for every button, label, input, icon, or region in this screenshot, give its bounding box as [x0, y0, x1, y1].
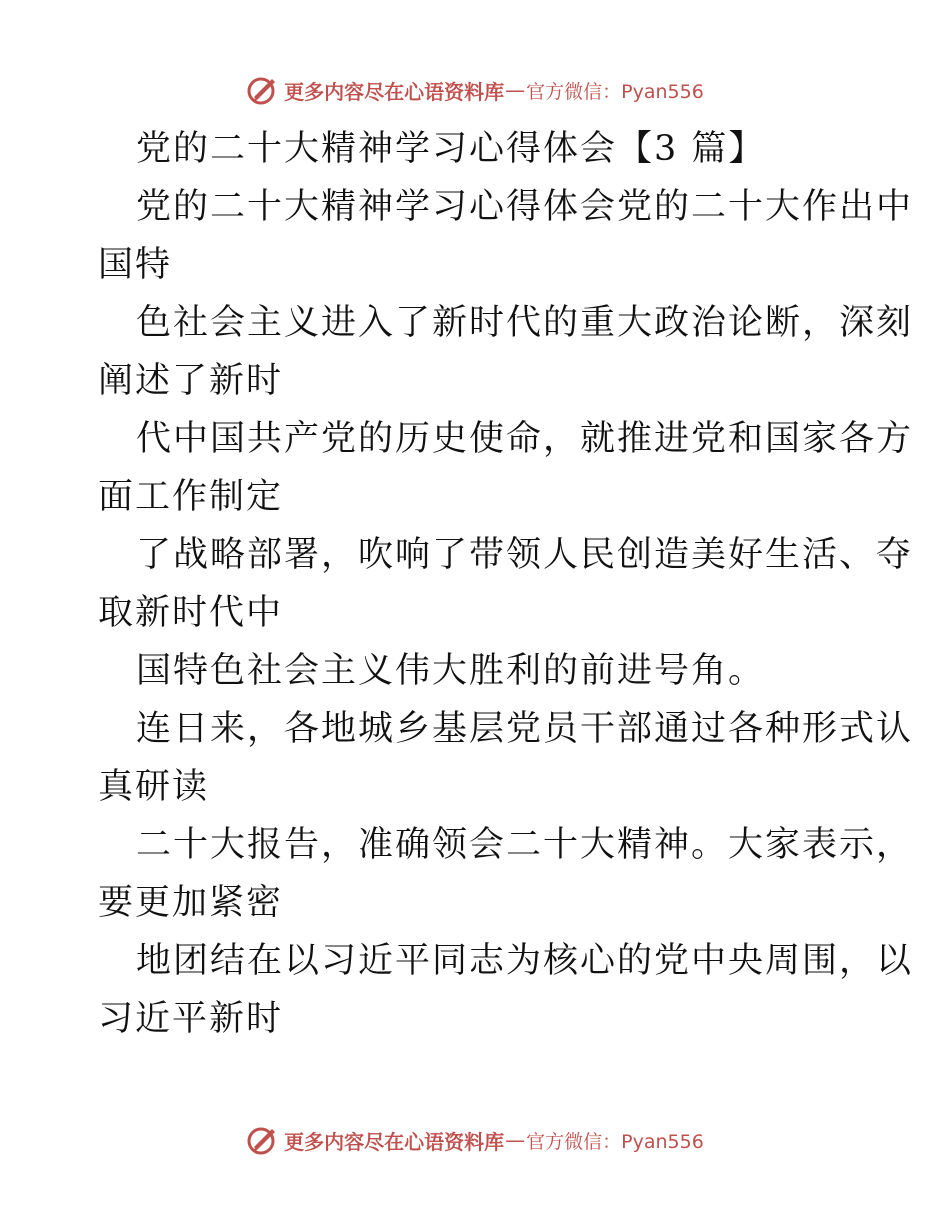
paragraph-line: 国特色社会主义伟大胜利的前进号角。 — [136, 651, 766, 691]
paragraph-line: 要更加紧密 — [98, 883, 284, 923]
document-title: 党的二十大精神学习心得体会【3 篇】 — [136, 129, 766, 169]
header-banner — [0, 70, 950, 110]
footer-brand-text: 更多内容尽在心语资料库 — [284, 1129, 505, 1154]
footer-banner — [0, 1120, 950, 1160]
paragraph-line: 连日来，各地城乡基层党员干部通过各种形式认 — [136, 709, 914, 749]
paragraph-line: 取新时代中 — [98, 593, 284, 633]
paragraph-line: 国特 — [98, 245, 173, 285]
paragraph-line: 地团结在以习近平同志为核心的党中央周围，以 — [136, 941, 914, 981]
paragraph-line: 党的二十大精神学习心得体会党的二十大作出中 — [136, 187, 914, 227]
footer-dash: — — [505, 1128, 526, 1152]
paragraph-line: 代中国共产党的历史使命，就推进党和国家各方 — [136, 419, 914, 459]
paragraph-line: 阐述了新时 — [98, 361, 284, 401]
paragraph-line: 面工作制定 — [98, 477, 284, 517]
paragraph-line: 习近平新时 — [98, 999, 284, 1039]
header-dash: — — [505, 78, 526, 102]
paragraph-line: 真研读 — [98, 767, 210, 807]
footer-wechat-text: 官方微信：Pyan556 — [526, 1130, 704, 1153]
quill-logo-icon — [246, 73, 280, 107]
document-body — [98, 120, 914, 1048]
header-brand-text: 更多内容尽在心语资料库 — [284, 79, 505, 104]
quill-logo-icon — [246, 1123, 280, 1157]
paragraph-line: 二十大报告，准确领会二十大精神。大家表示， — [136, 825, 914, 865]
header-wechat-text: 官方微信：Pyan556 — [526, 80, 704, 103]
paragraph-line: 了战略部署，吹响了带领人民创造美好生活、夺 — [136, 535, 914, 575]
paragraph-line: 色社会主义进入了新时代的重大政治论断，深刻 — [136, 303, 914, 343]
